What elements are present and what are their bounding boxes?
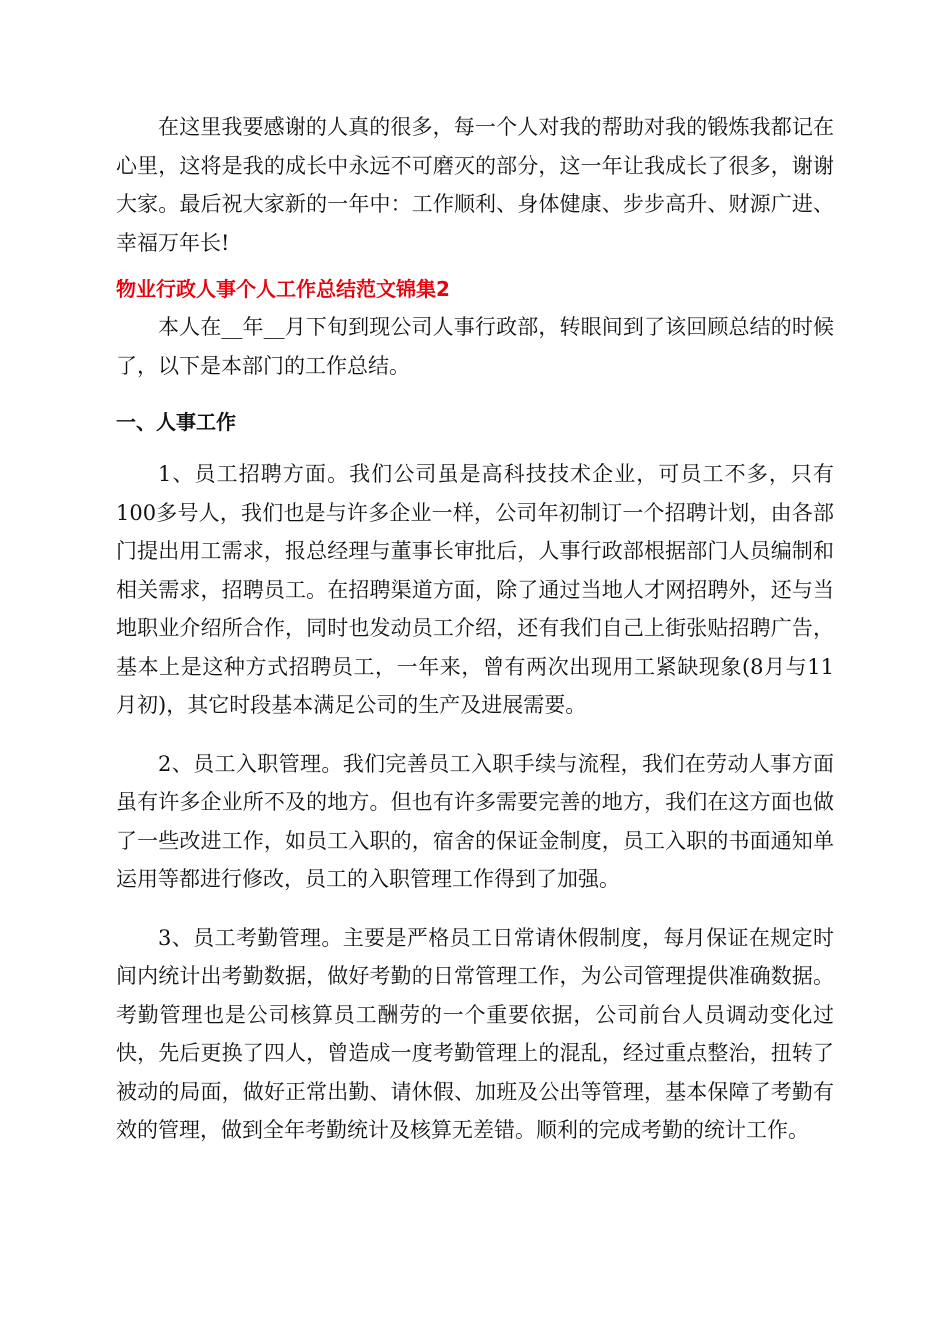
section-title: 物业行政人事个人工作总结范文锦集2 xyxy=(116,277,450,301)
item-attendance: 3、员工考勤管理。主要是严格员工日常请休假制度，每月保证在规定时间内统计出考勤数据，做好考勤的日常管理工作，为公司管理提供准确数据。考勤管理也是公司核算员工酬劳的一个重要依据，公司前台人员调动变化过快，先后更换了四人，曾造成一度考勤管理上的混乱，经过重点整治，扭转了被动的局面，做好正常出勤、请休假、加班及公出等管理，基本保障了考勤有效的管理，做到全年考勤统计及核算无差错。顺利的完成考勤的统计工作。 xyxy=(116,925,834,1142)
opening-paragraph: 本人在__年__月下旬到现公司人事行政部，转眼间到了该回顾总结的时候了，以下是本部门的工作总结。 xyxy=(116,315,834,378)
document-page xyxy=(116,108,834,1150)
item-recruitment: 1、员工招聘方面。我们公司虽是高科技技术企业，可员工不多，只有100多号人，我们也是与许多企业一样，公司年初制订一个招聘计划，由各部门提出用工需求，报总经理与董事长审批后，人事行政部根据部门人员编制和相关需求，招聘员工。在招聘渠道方面，除了通过当地人才网招聘外，还与当地职业介绍所合作，同时也发动员工介绍，还有我们自己上街张贴招聘广告，基本上是这种方式招聘员工，一年来，曾有两次出现用工紧缺现象(8月与11月初)，其它时段基本满足公司的生产及进展需要。 xyxy=(116,462,834,717)
intro-paragraph: 在这里我要感谢的人真的很多，每一个人对我的帮助对我的锻炼我都记在心里，这将是我的成长中永远不可磨灭的部分，这一年让我成长了很多，谢谢大家。最后祝大家新的一年中：工作顺利、身体健康、步步高升、财源广进、幸福万年长! xyxy=(116,115,834,255)
item-onboarding: 2、员工入职管理。我们完善员工入职手续与流程，我们在劳动人事方面虽有许多企业所不及的地方。但也有许多需要完善的地方，我们在这方面也做了一些改进工作，如员工入职的，宿舍的保证金制度，员工入职的书面通知单运用等都进行修改，员工的入职管理工作得到了加强。 xyxy=(116,751,834,891)
subheading-personnel-work: 一、人事工作 xyxy=(116,410,236,434)
